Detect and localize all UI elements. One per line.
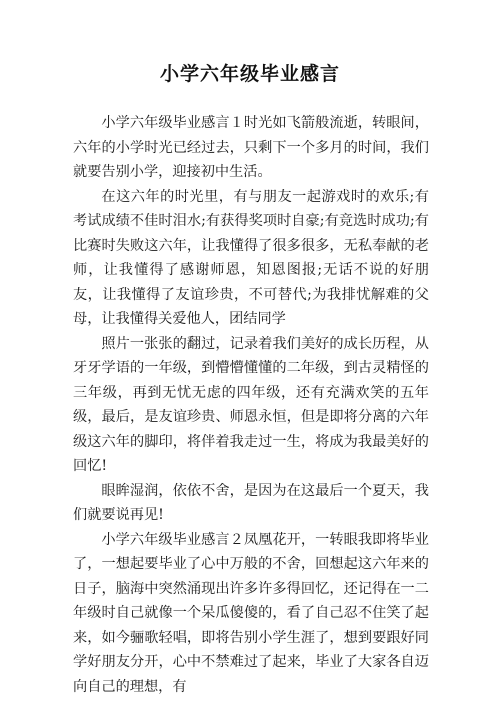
document-title: 小学六年级毕业感言 <box>159 63 340 85</box>
paragraph-5: 小学六年级毕业感言２凤凰花开，一转眼我即将毕业了，一想起要毕业了心中万般的不舍，回想起这六年来的日子，脑海中突然涌现出许多许多得回忆，还记得在一二年级时自己就像一个呆瓜傻傻的，看了自己忍不住笑了起来，如今骊歌轻唱，即将告别小学生涯了，想到要跟好同学好朋友分开，心中不禁难过了起来，毕业了大家各自迈向自己的理想，有 <box>73 531 429 695</box>
paragraph-4: 眼眸湿润，依依不舍，是因为在这最后一个夏天，我们就要说再见! <box>73 482 429 523</box>
paragraph-3: 照片一张张的翻过，记录着我们美好的成长历程，从牙牙学语的一年级，到懵懵懂懂的二年级，到古灵精怪的三年级，再到无忧无虑的四年级，还有充满欢笑的五年级，最后，是友谊珍贵、师恩永恒，但是即将分离的六年级这六年的脚印，将伴着我走过一生，将成为我最美好的回忆! <box>73 335 429 474</box>
document-body <box>73 111 429 699</box>
paragraph-1: 小学六年级毕业感言１时光如飞箭般流逝，转眼间，六年的小学时光已经过去，只剩下一个多月的时间，我们就要告别小学，迎接初中生活。 <box>73 115 429 180</box>
paragraph-2: 在这六年的时光里，有与朋友一起游戏时的欢乐;有考试成绩不佳时泪水;有获得奖项时自豪;有竞选时成功;有比赛时失败这六年，让我懂得了很多很多，无私奉献的老师，让我懂得了感谢师恩，知恩图报;无话不说的好朋友，让我懂得了友谊珍贵，不可替代;为我排忧解难的父母，让我懂得关爱他人，团结同学 <box>73 188 429 327</box>
